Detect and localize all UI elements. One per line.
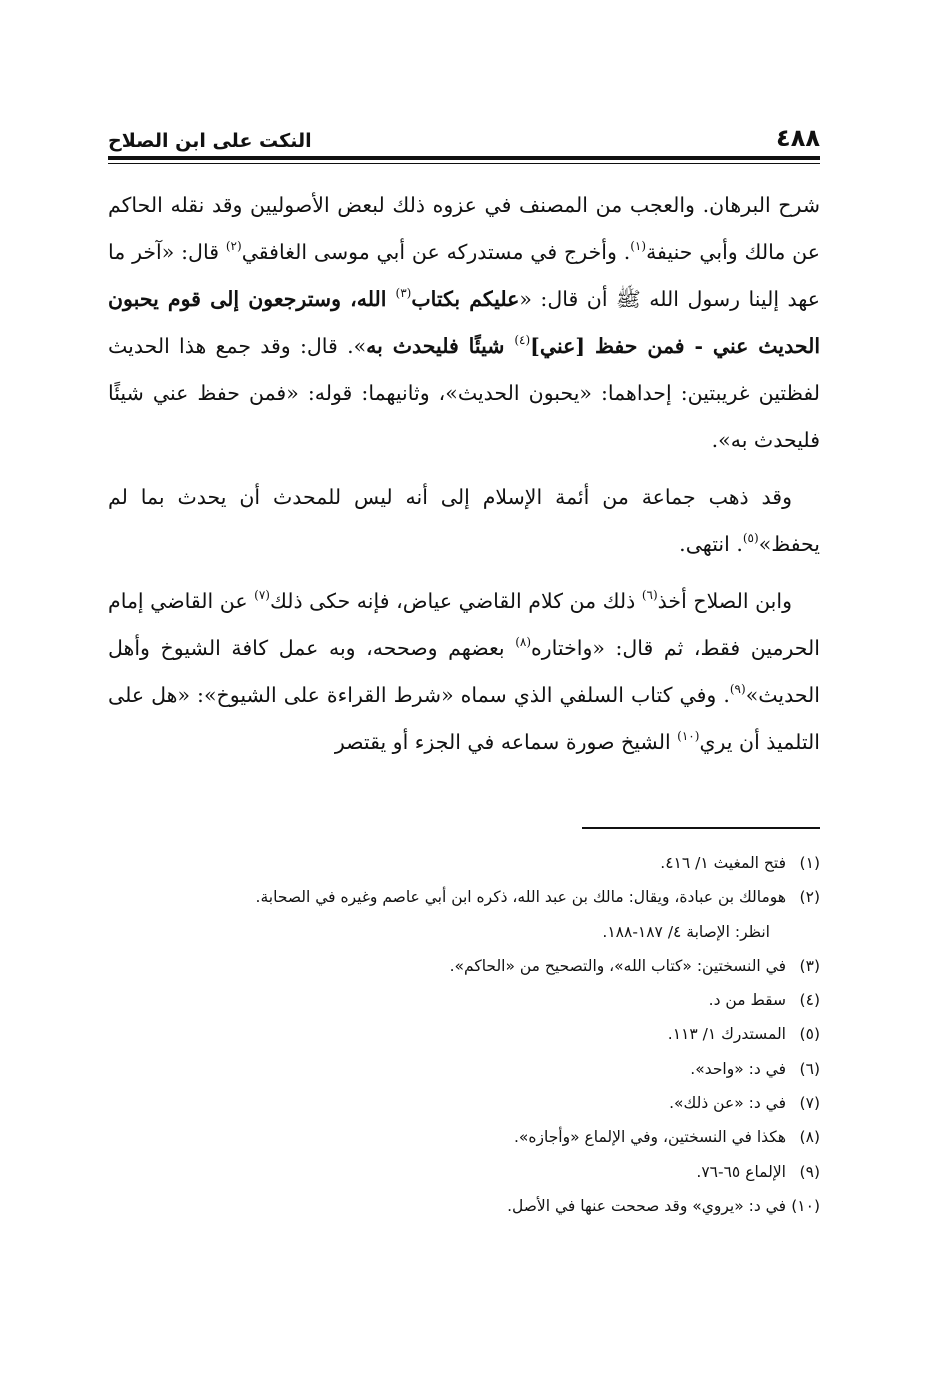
footnote-ref: (٢) — [225, 239, 242, 253]
footnote-text: في النسختين: «كتاب الله»، والتصحيح من «الحاكم». — [449, 956, 786, 975]
footnote-number: (٥) — [799, 1025, 820, 1044]
footnote-ref: (٧) — [254, 588, 270, 602]
footnote-ref: (٦) — [641, 588, 658, 602]
header-rule-thick — [108, 156, 820, 160]
text-run: ذلك من كلام القاضي عياض، فإنه حكى ذلك — [269, 589, 642, 613]
paragraph-3 — [108, 578, 820, 766]
text-run: شرح البرهان. والعجب من المصنف في عزوه ذلك لبعض الأصوليين وقد نقله الحاكم عن مالك وأبي حنيفة — [108, 193, 820, 264]
footnote-text: انظر: الإصابة ٤/ ١٨٧-١٨٨. — [602, 922, 770, 941]
footnote-ref: (١٠) — [677, 729, 700, 743]
footnote-ref: (٩) — [729, 682, 746, 696]
paragraph-2 — [108, 474, 820, 568]
footnote-text: في د: «يروي» وقد صححت عنها في الأصل. — [507, 1196, 786, 1215]
footnote-8 — [108, 1120, 820, 1154]
page-number: ٤٨٨ — [776, 124, 820, 152]
footnote-number: (٨) — [799, 1128, 820, 1147]
footnote-text: سقط من د. — [708, 991, 786, 1010]
text-run: وابن الصلاح أخذ — [657, 589, 792, 613]
footnote-text: المستدرك ١/ ١١٣. — [667, 1025, 786, 1044]
footnote-number: (٦) — [799, 1059, 820, 1078]
footnote-separator — [582, 827, 820, 829]
footnote-text: الإلماع ٦٥-٧٦. — [696, 1162, 786, 1181]
footnote-text: في د: «واحد». — [690, 1059, 786, 1078]
text-run: قال: «آخر ما عهد إلينا رسول الله ﷺ أن قال: « — [108, 240, 820, 311]
text-run: الشيخ صورة سماعه في الجزء أو يقتصر — [334, 730, 678, 754]
footnote-number: (٢) — [799, 888, 820, 907]
text-run: وقد ذهب جماعة من أئمة الإسلام إلى أنه ليس للمحدث أن يحدث بما لم يحفظ» — [108, 485, 820, 556]
footnote-text: هكذا في النسختين، وفي الإلماع «وأجازه». — [513, 1128, 786, 1147]
footnote-number: (٤) — [799, 991, 820, 1010]
text-run: . انتهى. — [679, 532, 743, 556]
running-title: النكت على ابن الصلاح — [108, 130, 312, 152]
hadith-text: عليكم بكتاب — [411, 287, 520, 311]
footnote-text: في د: «عن ذلك». — [669, 1094, 786, 1113]
hadith-text: شيئًا فليحدث به — [366, 334, 515, 358]
text-run: . وأخرج في مستدركه عن أبي موسى الغافقي — [241, 240, 631, 264]
footnote-number: (٩) — [799, 1162, 820, 1181]
footnote-2 — [108, 880, 820, 914]
footnote-4 — [108, 983, 820, 1017]
footnote-2-continued — [108, 915, 820, 949]
main-text — [108, 182, 820, 766]
text-run: . وفي كتاب السلفي الذي سماه «شرط القراءة على الشيوخ»: «هل على التلميذ أن يري — [108, 683, 820, 754]
footnotes — [108, 846, 820, 1223]
hadith-text: الله، وسترجعون إلى قوم يحبون الحديث عني - فمن حفظ [عني] — [108, 287, 821, 358]
text-run: بعضهم وصححه، وبه عمل كافة الشيوخ وأهل الحديث» — [108, 636, 820, 707]
text-run: عن القاضي إمام الحرمين فقط، ثم قال: «واختاره — [108, 589, 820, 660]
footnote-text: فتح المغيث ١/ ٤١٦. — [660, 854, 786, 872]
text-run: ». قال: وقد جمع هذا الحديث لفظتين غريبتين: إحداهما: «يحبون الحديث»، وثانيهما: قوله: «فمن حفظ عني شيئًا فليحدث به». — [108, 334, 820, 452]
footnote-ref: (١) — [630, 239, 647, 253]
footnote-10 — [108, 1189, 820, 1223]
footnote-number: (١٠) — [791, 1196, 820, 1215]
footnote-7 — [108, 1086, 820, 1120]
footnote-text: هومالك بن عبادة، ويقال: مالك بن عبد الله، ذكره ابن أبي عاصم وغيره في الصحابة. — [255, 888, 786, 907]
paragraph-1 — [108, 182, 820, 464]
footnote-ref: (٨) — [515, 635, 532, 649]
page-header — [108, 112, 820, 152]
footnote-6 — [108, 1052, 820, 1086]
footnote-3 — [108, 949, 820, 983]
footnote-number: (١) — [799, 854, 820, 872]
footnote-ref: (٤) — [514, 333, 531, 347]
footnote-number: (٣) — [799, 956, 820, 975]
footnote-1 — [108, 846, 820, 880]
footnote-ref: (٥) — [742, 531, 759, 545]
footnote-ref: (٣) — [395, 286, 412, 300]
footnote-9 — [108, 1155, 820, 1189]
footnote-5 — [108, 1017, 820, 1051]
header-rule-thin — [108, 163, 820, 164]
footnote-number: (٧) — [799, 1094, 820, 1113]
